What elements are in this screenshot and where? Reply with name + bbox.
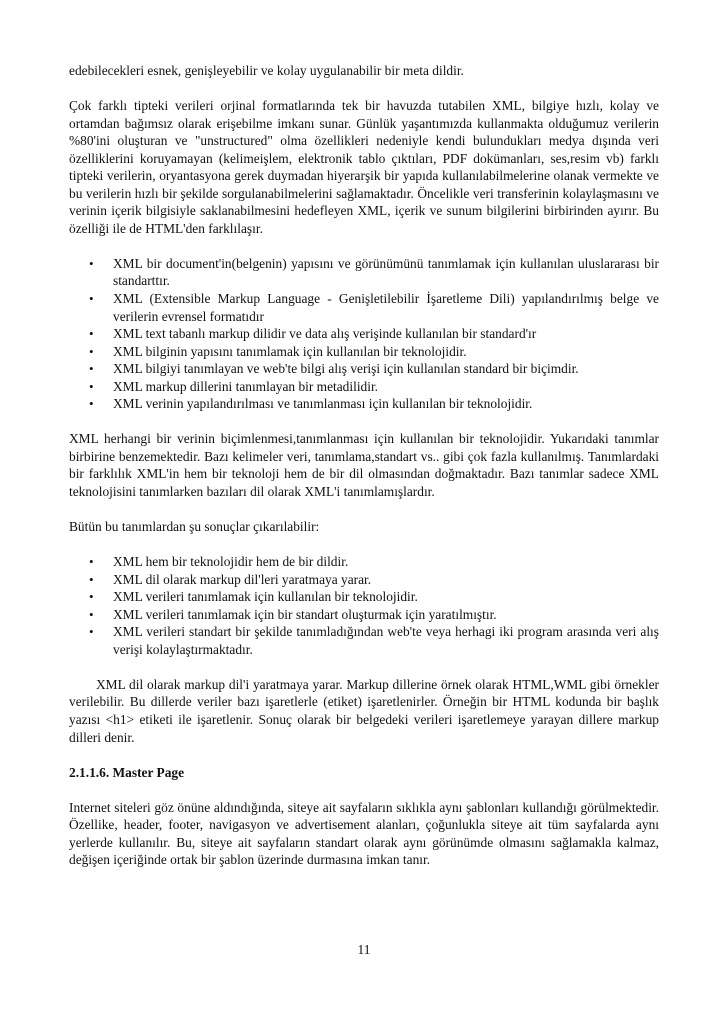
bullet-icon: • [89,255,94,271]
paragraph-xml-description: Çok farklı tipteki verileri orjinal formatlarında tek bir havuzda tutabilen XML, bilgiye hızlı, kolay ve ortamdan bağımsız olarak erişebilme imkanı sunar. Günlük yaşantımızda kullanmakta olduğumuz verilerin %80'ini oluşturan ve "unstructured" olma özellikleri nedeniyle kendi bulundukları medya dışında veri özelliklerini koruyamayan (kelimeişlem, elektronik tablo çıktıları, PDF dokümanları, ses,resim vb) farklı tipteki verilerin, oryantasyona gerek duymadan hiyerarşik bir yapıda kullanılabilmelerine olanak vermekte ve bu verilerin hızlı bir şekilde sorgulanabilmelerini sağlamaktadır. Öncelikle veri transferinin kolaylaşmasını ve verinin içerik bilgisiyle saklanabilmesini hedefleyen XML, içerik ve sunum bilgilerini birbirinden ayırır. Bu özelliği ile de HTML'den farklılaşır. [69,98,659,236]
bullet-icon: • [89,396,94,412]
bullet-icon: • [89,326,94,342]
xml-definitions-list [69,255,659,413]
bullet-icon: • [89,554,94,570]
bullet-icon: • [89,291,94,307]
paragraph-conclusions-intro: Bütün bu tanımlardan şu sonuçlar çıkarılabilir: [69,519,320,535]
bullet-icon: • [89,606,94,622]
list-item: • XML verinin yapılandırılması ve tanımlanması için kullanılan bir teknolojidir. [89,396,533,412]
bullet-icon: • [89,624,94,640]
list-item: • XML verileri tanımlamak için bir standart oluşturmak için yaratılmıştır. [89,606,497,622]
list-item: • XML text tabanlı markup dilidir ve data alış verişinde kullanılan bir standard'ır [89,326,537,342]
bullet-icon: • [89,343,94,359]
list-item: • XML (Extensible Markup Language - Genişletilebilir İşaretleme Dili) yapılandırılmış belge ve verilerin evrensel formatıdır [89,291,659,324]
bullet-icon: • [89,378,94,394]
paragraph-markup-languages: XML dil olarak markup dil'i yaratmaya yarar. Markup dillerine örnek olarak HTML,WML gibi örnekler verilebilir. Bu dillerde veriler bazı işaretlerle (etiket) işaretlenirler. Örneğin bir HTML kodunda bir başlık yazısı <h1> etiketi ile işaretlenir. Sonuç olarak bir belgedeki verileri işaretlemeye yarayan dillere markup dilleri denir. [69,676,659,745]
list-item: • XML bilgiyi tanımlayan ve web'te bilgi alış verişi için kullanılan standard bir biçimdir. [89,361,579,377]
list-item: • XML hem bir teknolojidir hem de bir dildir. [89,554,349,570]
paragraph-xml-technology: XML herhangi bir verinin biçimlenmesi,tanımlanması için kullanılan bir teknolojidir. Yukarıdaki tanımlar birbirine benzemektedir. Bazı kelimeler veri, tanımlama,standart vs.. gibi çok fazla kullanılmış. Tanımlardaki bir farklılık XML'in hem bir teknoloji hem de bir dil olmasından doğmaktadır. Bazı tanımlar sadece XML teknolojisini tanımlarken bazıları dil olarak XML'i tanımlamışlardır. [69,431,659,499]
paragraph-master-page: Internet siteleri göz önüne aldındığında, siteye ait sayfaların sıklıkla aynı şablonları kullandığı görülmektedir. Özellike, header, footer, navigasyon ve advertisement alanları, çoğunlukla siteye ait tüm sayfalarda aynı yerlerde kullanılır. Bu, siteye ait sayfaların standart olarak aynı görünümde olmasını sağlamakla kalmaz, değişen içeriğinde ortak bir şablon üzerinde durmasına imkan tanır. [69,799,659,868]
list-item: • XML bir document'in(belgenin) yapısını ve görünümünü tanımlamak için kullanılan uluslararası bir standarttır. [89,255,659,289]
list-item: • XML dil olarak markup dil'leri yaratmaya yarar. [89,571,372,587]
bullet-icon: • [89,361,94,377]
bullet-icon: • [89,589,94,605]
list-item: • XML bilginin yapısını tanımlamak için kullanılan bir teknolojidir. [89,343,467,359]
paragraph-intro-end: edebilecekleri esnek, genişleyebilir ve kolay uygulanabilir bir meta dildir. [69,63,464,78]
section-heading: 2.1.1.6. Master Page [69,764,185,780]
document-body [69,62,659,869]
list-item: • XML verileri standart bir şekilde tanımladığından web'te veya herhagi iki program arasında veri alış verişi kolaylaştırmaktadır. [89,624,659,657]
page-number: 11 [357,942,371,957]
xml-conclusions-list [69,553,659,658]
list-item: • XML verileri tanımlamak için kullanılan bir teknolojidir. [89,589,418,605]
bullet-icon: • [89,571,94,587]
list-item: • XML markup dillerini tanımlayan bir metadilidir. [89,378,379,394]
